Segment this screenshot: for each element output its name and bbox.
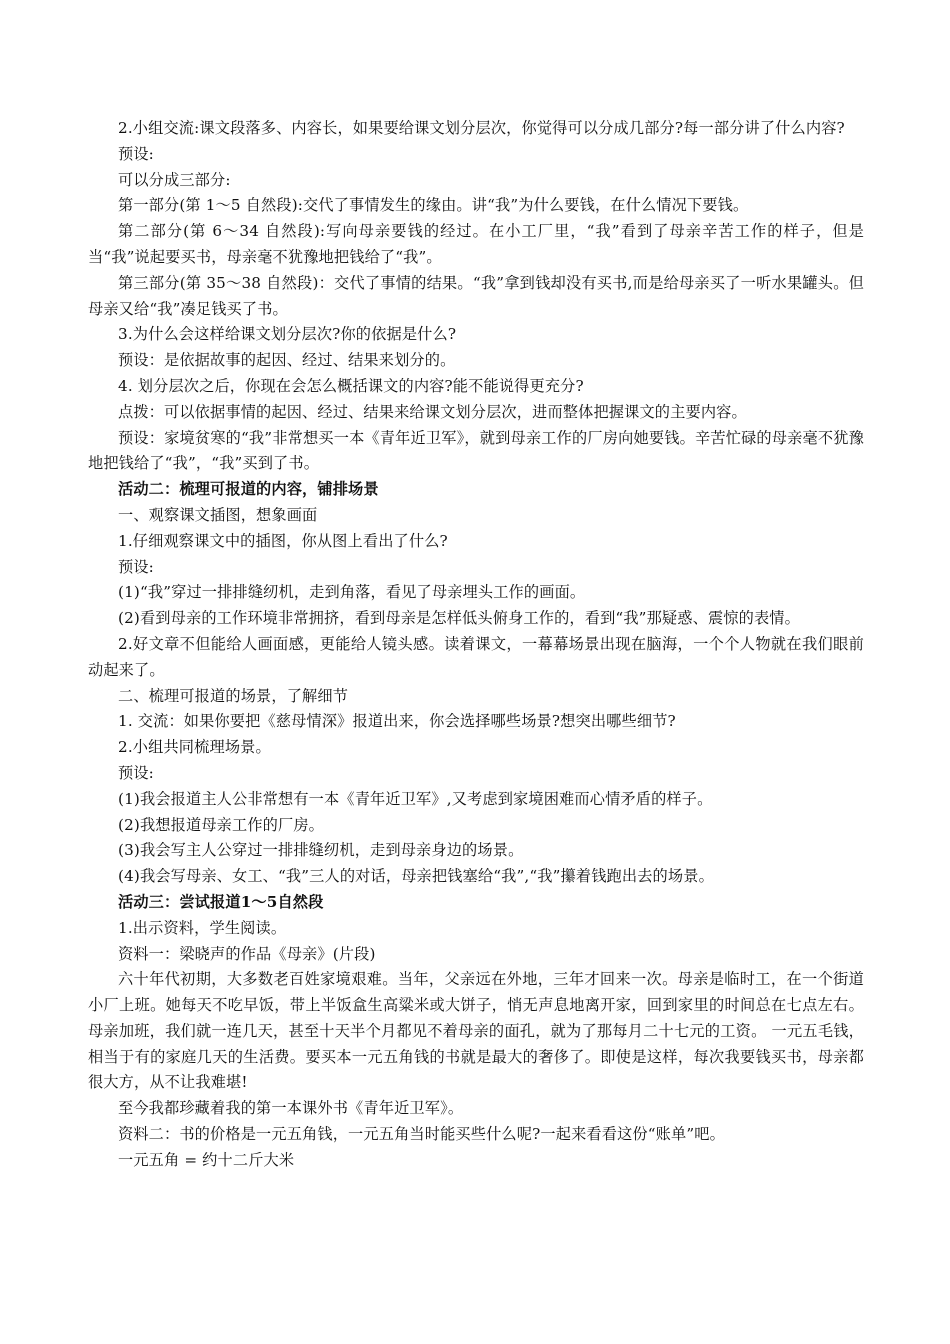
paragraph-three-parts: 可以分成三部分:	[118, 170, 231, 189]
paragraph-observe-question: 1.仔细观察课文中的插图，你从图上看出了什么?	[118, 531, 448, 550]
paragraph-part-two: 第二部分(第 6～34 自然段):写向母亲要钱的经过。在小工厂里，“我”看到了母亲辛苦工作的样子，但是当“我”说起要买书，母亲毫不犹豫地把钱给了“我”。	[88, 222, 864, 266]
paragraph-preset-summary: 预设：家境贫寒的“我”非常想买一本《青年近卫军》，就到母亲工作的厂房向她要钱。辛苦忙碌的母亲毫不犹豫地把钱给了“我”，“我”买到了书。	[88, 428, 864, 473]
heading-activity-two: 活动二：梳理可报道的内容，铺排场景	[118, 480, 379, 499]
paragraph-preset-item-2: (2)看到母亲的工作环境非常拥挤，看到母亲是怎样低头俯身工作的，看到“我”那疑惑、震惊的表情。	[118, 609, 800, 628]
paragraph-question-3: 3.为什么会这样给课文划分层次?你的依据是什么?	[118, 325, 457, 344]
paragraph-preset: 预设:	[118, 144, 154, 163]
document-page	[88, 116, 864, 1174]
paragraph-show-material: 1.出示资料，学生阅读。	[118, 918, 287, 937]
paragraph-first-book: 至今我都珍藏着我的第一本课外书《青年近卫军》。	[118, 1099, 464, 1118]
paragraph-guidance: 点拨：可以依据事情的起因、经过、结果来给课文划分层次，进而整体把握课文的主要内容。	[118, 402, 747, 421]
paragraph-exchange-scenes: 1. 交流：如果你要把《慈母情深》报道出来，你会选择哪些场景?想突出哪些细节?	[118, 712, 676, 731]
paragraph-scene-4: (4)我会写母亲、女工、“我”三人的对话，母亲把钱塞给“我”,“我”攥着钱跑出去的场景。	[118, 867, 714, 886]
subheading-observe-illustration: 一、观察课文插图，想象画面	[118, 505, 318, 524]
paragraph-material-one: 资料一：梁晓声的作品《母亲》(片段)	[118, 944, 376, 963]
paragraph-scene-1: (1)我会报道主人公非常想有一本《青年近卫军》,又考虑到家境困难而心情矛盾的样子。	[118, 789, 713, 808]
subheading-sort-scenes: 二、梳理可报道的场景，了解细节	[118, 686, 349, 705]
paragraph-material-two: 资料二：书的价格是一元五角钱，一元五角当时能买些什么呢?一起来看看这份“账单”吧。	[118, 1125, 725, 1144]
paragraph-scene-3: (3)我会写主人公穿过一排排缝纫机，走到母亲身边的场景。	[118, 841, 524, 860]
paragraph-scene-2: (2)我想报道母亲工作的厂房。	[118, 815, 325, 834]
paragraph-preset-basis: 预设：是依据故事的起因、经过、结果来划分的。	[118, 351, 456, 370]
paragraph-part-one: 第一部分(第 1～5 自然段):交代了事情发生的缘由。讲“我”为什么要钱，在什么情况下要钱。	[118, 196, 749, 215]
paragraph-group-exchange: 2.小组交流:课文段落多、内容长，如果要给课文划分层次，你觉得可以分成几部分?每一部分讲了什么内容?	[118, 119, 845, 137]
paragraph-excerpt: 六十年代初期，大多数老百姓家境艰难。当年，父亲远在外地，三年才回来一次。母亲是临时工，在一个街道小厂上班。她每天不吃早饭，带上半饭盒生高粱米或大饼子，悄无声息地离开家，回到家里的时间总在七点左右。母亲加班，我们就一连几天，甚至十天半个月都见不着母亲的面孔，就为了那每月二十七元的工资。 一元五毛钱，相当于有的家庭几天的生活费。要买本一元五角钱的书就是最大的奢侈了。即使是这样，每次我要钱买书，母亲都很大方，从不让我难堪!	[88, 970, 864, 1092]
paragraph-preset-2: 预设:	[118, 557, 154, 576]
heading-activity-three: 活动三：尝试报道1～5自然段	[118, 892, 324, 911]
paragraph-group-sort: 2.小组共同梳理场景。	[118, 738, 271, 757]
paragraph-preset-3: 预设:	[118, 763, 154, 782]
paragraph-part-three: 第三部分(第 35～38 自然段)：交代了事情的结果。“我”拿到钱却没有买书,而是给母亲买了一听水果罐头。但母亲又给“我”凑足钱买了书。	[88, 273, 864, 318]
paragraph-preset-item-1: (1)“我”穿过一排排缝纫机，走到角落，看见了母亲埋头工作的画面。	[118, 583, 586, 602]
paragraph-good-article: 2.好文章不但能给人画面感，更能给人镜头感。读着课文，一幕幕场景出现在脑海，一个个人物就在我们眼前动起来了。	[88, 634, 864, 679]
paragraph-question-4: 4. 划分层次之后，你现在会怎么概括课文的内容?能不能说得更充分?	[118, 376, 584, 395]
paragraph-price-rice: 一元五角 = 约十二斤大米	[118, 1150, 295, 1169]
